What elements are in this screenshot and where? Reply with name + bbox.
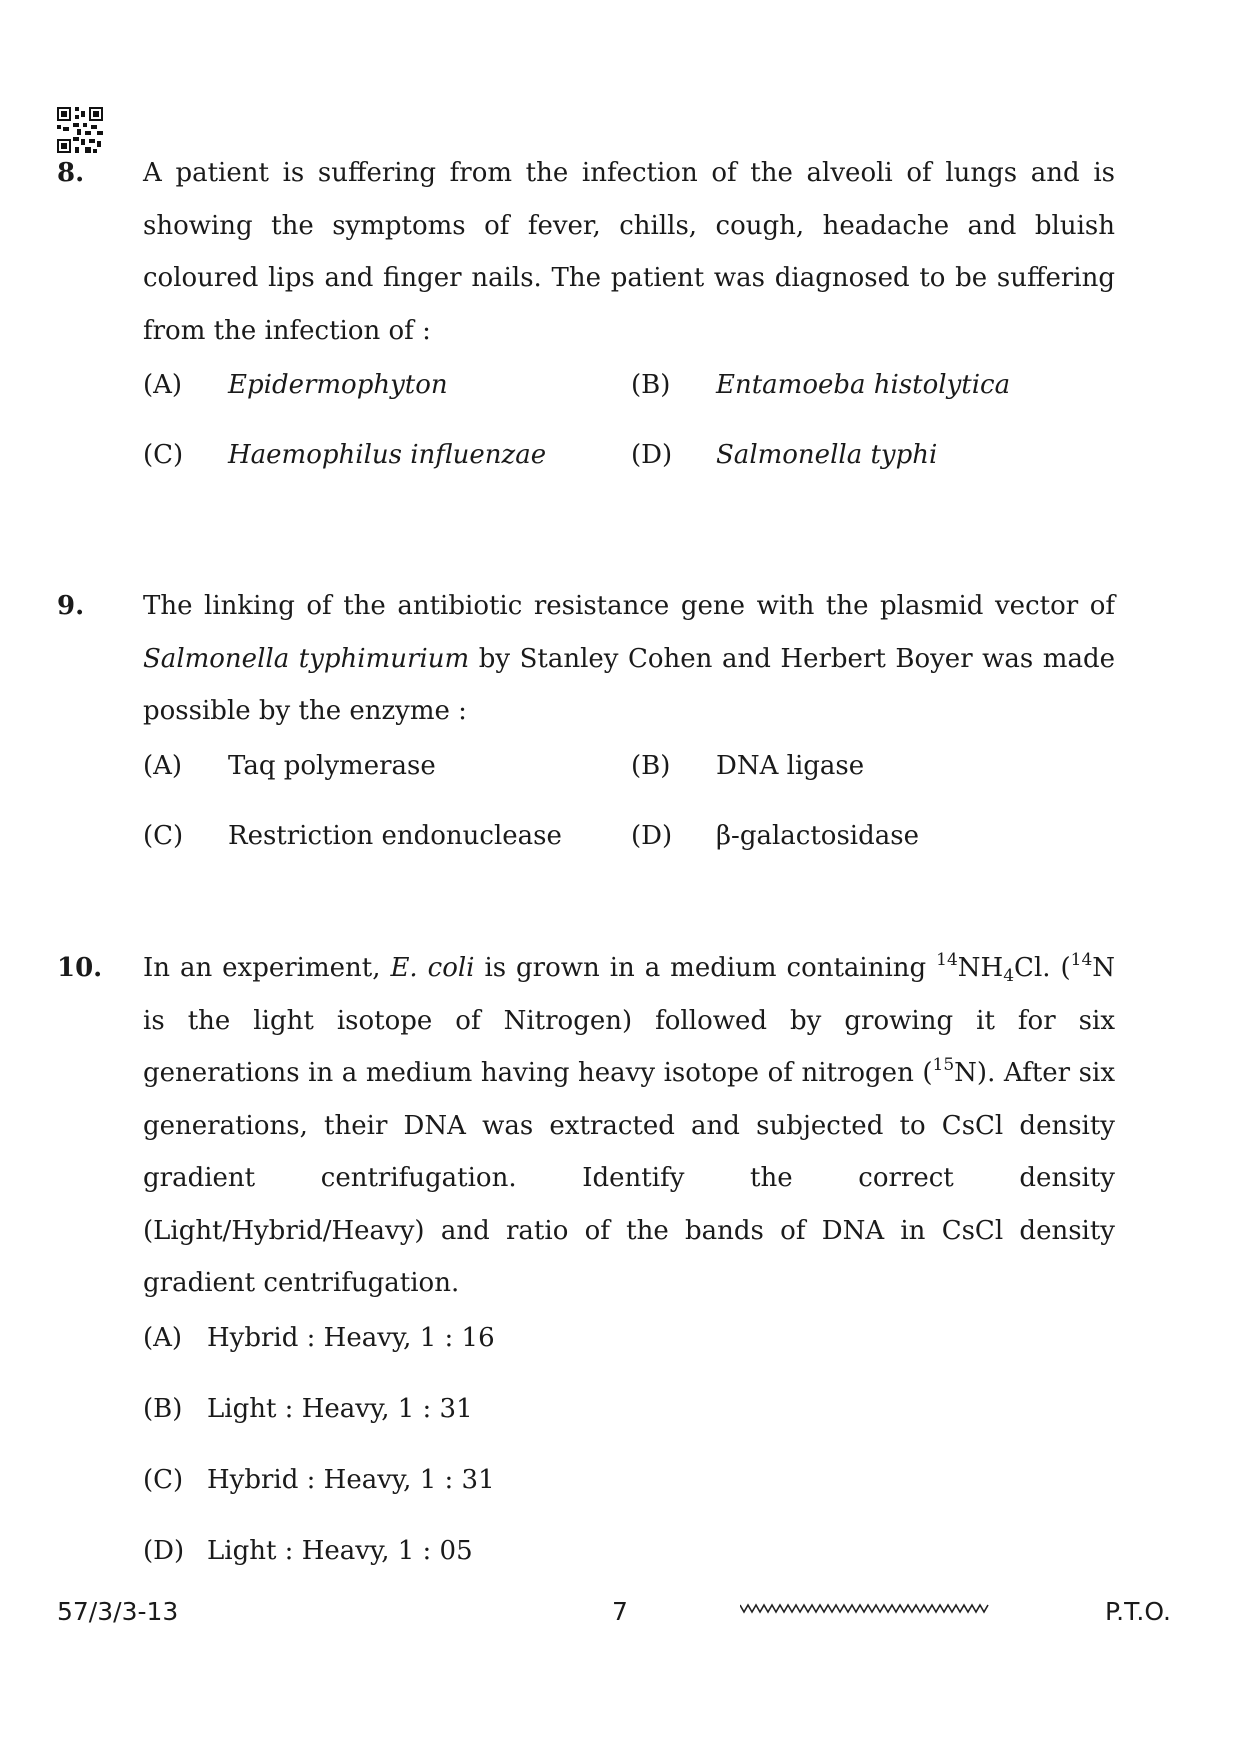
option-text: Haemophilus influenzae xyxy=(228,440,547,470)
question-text: The linking of the antibiotic resistance gene with the plasmid vector of Salmonella typhimurium by Stanley Cohen and Herbert Boyer was made possible by the enzyme : xyxy=(143,591,1115,726)
question-text: A patient is suffering from the infection of the alveoli of lungs and is showing the symptoms of fever, chills, cough, headache and bluish coloured lips and finger nails. The patient was diagnosed to be suffering from the infection of : xyxy=(143,158,1115,346)
option-label: (C) xyxy=(143,440,184,470)
option-text: DNA ligase xyxy=(716,750,865,781)
question-9 xyxy=(57,580,1117,886)
option-text: Hybrid : Heavy, 1 : 31 xyxy=(207,1464,495,1495)
paper-code: 57/3/3-13 xyxy=(57,1597,179,1626)
option-label: (D) xyxy=(631,820,673,851)
option-text: β-galactosidase xyxy=(716,820,919,851)
option-text: Light : Heavy, 1 : 31 xyxy=(207,1393,473,1424)
page-footer xyxy=(0,1597,1241,1637)
option-text: Entamoeba histolytica xyxy=(716,370,1011,400)
option-c[interactable] xyxy=(143,1460,1117,1531)
question-8 xyxy=(57,147,1117,505)
option-a[interactable] xyxy=(143,1318,1117,1389)
option-label: (A) xyxy=(143,370,183,400)
question-number: 10. xyxy=(57,953,103,983)
pto-label: P.T.O. xyxy=(1105,1597,1171,1626)
option-label: (C) xyxy=(143,1464,184,1495)
page-number: 7 xyxy=(612,1597,628,1626)
option-label: (C) xyxy=(143,820,184,851)
option-label: (B) xyxy=(143,1393,183,1424)
option-label: (D) xyxy=(631,440,673,470)
option-text: Taq polymerase xyxy=(228,750,436,781)
options xyxy=(143,1318,1117,1602)
wavy-line-decoration xyxy=(740,1601,990,1615)
option-d[interactable] xyxy=(143,1531,1117,1602)
option-label: (B) xyxy=(631,370,671,400)
question-10 xyxy=(57,942,1117,1602)
option-text: Hybrid : Heavy, 1 : 16 xyxy=(207,1322,495,1353)
options xyxy=(143,365,1115,505)
option-text: Light : Heavy, 1 : 05 xyxy=(207,1535,473,1566)
option-label: (D) xyxy=(143,1535,185,1566)
question-number: 8. xyxy=(57,158,85,188)
question-number: 9. xyxy=(57,591,85,621)
option-text: Epidermophyton xyxy=(228,370,448,400)
option-label: (B) xyxy=(631,750,671,781)
option-label: (A) xyxy=(143,750,183,781)
option-b[interactable] xyxy=(143,1389,1117,1460)
option-text: Salmonella typhi xyxy=(716,440,938,470)
question-text: In an experiment, E. coli is grown in a medium containing $^{14}NH_4Cl$. ($^{14}$N is the light isotope of Nitrogen) followed by growing it for six generations in a medium having heavy isotope of nitrogen ($^{15}$N). After six generations, their DNA was extracted and subjected to CsCl density gradient centrifugation. Identify the correct density (Light/Hybrid/Heavy) and ratio of the bands of DNA in CsCl density gradient centrifugation. xyxy=(143,950,1116,1298)
option-label: (A) xyxy=(143,1322,183,1353)
options xyxy=(143,746,1115,886)
option-text: Restriction endonuclease xyxy=(228,820,562,851)
